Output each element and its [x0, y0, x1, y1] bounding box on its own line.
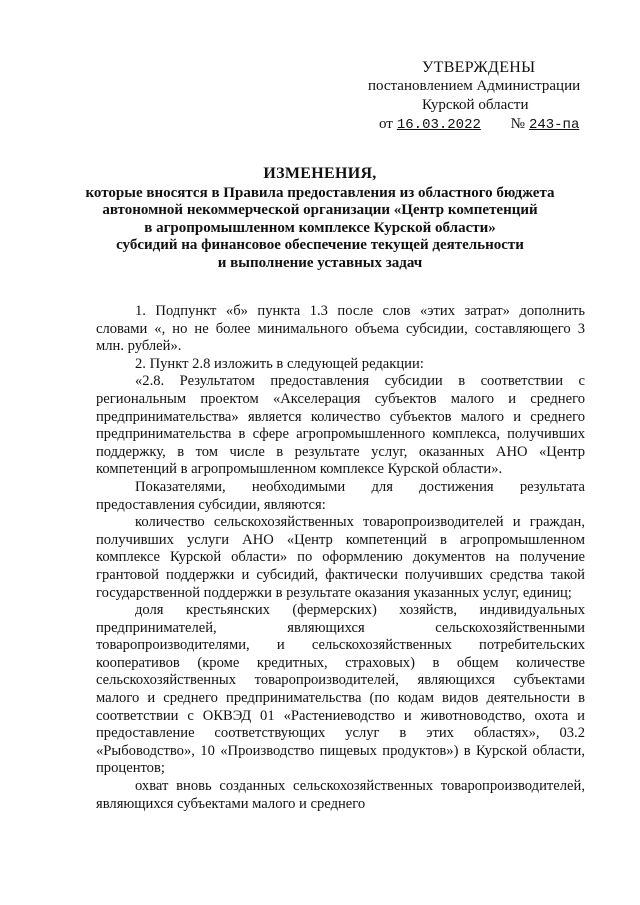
number-prefix: №	[510, 116, 525, 132]
document-body	[96, 303, 585, 813]
title-line: которые вносятся в Правила предоставления из областного бюджета	[85, 184, 555, 201]
paragraph-item-2: 2. Пункт 2.8 изложить в следующей редакции:	[135, 355, 424, 372]
date-prefix: от	[379, 116, 393, 132]
paragraph-indicator-coverage: охват вновь созданных сельскохозяйственных товаропроизводителей, являющихся субъектами малого и среднего	[96, 778, 585, 812]
paragraph-indicator-share: доля крестьянских (фермерских) хозяйств, индивидуальных предпринимателей, являющихся сельскохозяйственными товаропроизводителями, и сельскохозяйственных потребительских кооперативов (кроме кредитных, страховых) в общем количестве сельскохозяйственных товаропроизводителей, являющихся субъектами малого и среднего предпринимательства (по кодам видов деятельности в соответствии с ОКВЭД 01 «Растениеводство и животноводство, охота и предоставление соответствующих услуг в этих областях», 03.2 «Рыбоводство», 10 «Производство пищевых продуктов») в Курской области, процентов;	[96, 602, 585, 777]
title-line: субсидий на финансовое обеспечение текущей деятельности	[116, 237, 524, 253]
approval-region: Курской области	[422, 97, 529, 113]
title-line: автономной некоммерческой организации «Центр компетенций	[102, 202, 538, 218]
approval-authority: постановлением Администрации	[368, 78, 581, 94]
paragraph-item-1: 1. Подпункт «б» пункта 1.3 после слов «этих затрат» дополнить словами «, но не более минимального объема субсидии, составляющего 3 млн. рублей».	[96, 303, 585, 355]
approval-date-number	[366, 115, 596, 135]
approval-heading: УТВЕРЖДЕНЫ	[422, 59, 536, 76]
title-line: и выполнение уставных задач	[217, 254, 423, 271]
paragraph-indicator-count: количество сельскохозяйственных товаропроизводителей и граждан, получивших услуги АНО «Центр компетенций в агропромышленном комплексе Курской области» по оформлению документов на получение грантовой поддержки и субсидий, фактически получивших средства такой государственной поддержки в результате оказания указанных услуг, единиц;	[96, 514, 585, 601]
title-line: в агропромышленном комплексе Курской области»	[144, 219, 496, 236]
document-title	[80, 165, 560, 272]
approval-number: 243-па	[528, 117, 580, 133]
paragraph-indicators: Показателями, необходимыми для достижения результата предоставления субсидии, являются:	[96, 478, 585, 513]
approval-block	[366, 58, 596, 135]
paragraph-result: «2.8. Результатом предоставления субсидии в соответствии с региональным проектом «Акселерация субъектов малого и среднего предпринимательства» является количество субъектов малого и среднего предпринимательства в сфере агропромышленного комплекса, получивших поддержку, в том числе в результате услуг, оказанных АНО «Центр компетенций в агропромышленном комплексе Курской области».	[96, 373, 585, 478]
approval-date: 16.03.2022	[396, 117, 481, 133]
title-heading: ИЗМЕНЕНИЯ,	[263, 165, 377, 182]
